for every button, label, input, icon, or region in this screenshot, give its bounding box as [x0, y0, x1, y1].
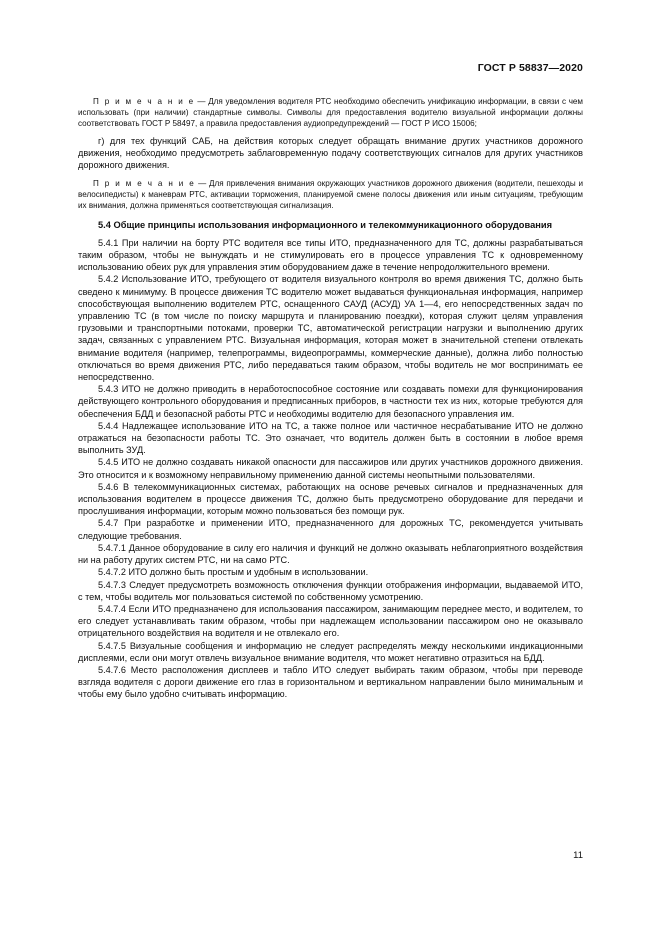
paragraph-5-4-7-6: 5.4.7.6 Место расположения дисплеев и табло ИТО следует выбирать таким образом, чтобы при переводе взгляда водителя с дороги движение его глаз в горизонтальном и вертикальном направлении было минимальным и чтобы ему было удобно считывать информацию. — [78, 664, 583, 700]
paragraph-5-4-1: 5.4.1 При наличии на борту РТС водителя все типы ИТО, предназначенного для ТС, должны разрабатываться таким образом, чтобы не вынуждать и не стимулировать его в процессе управления ТС к одновременному использованию обеих рук для управления этим оборудованием даже в течение непродолжительного времени. — [78, 237, 583, 273]
standard-code-header: ГОСТ Р 58837—2020 — [477, 62, 583, 74]
paragraph-5-4-7-2: 5.4.7.2 ИТО должно быть простым и удобным в использовании. — [98, 567, 369, 578]
section-heading: 5.4 Общие принципы использования информационного и телекоммуникационного оборудования — [98, 219, 553, 230]
note-text: — Для уведомления водителя РТС необходимо обеспечить унификацию информации, в связи с чем использовать (при наличии) стандартные символы. Символы для предоставления водителю визуальной информации должны соответствовать ГОСТ Р 58497, а правила предоставления аудиопредупреждений — ГОСТ Р ИСО 15006; — [78, 97, 583, 128]
note-2 — [78, 178, 583, 211]
paragraph-5-4-7: 5.4.7 При разработке и применении ИТО, предназначенного для дорожных ТС, рекомендуется учитывать следующие требования. — [78, 518, 583, 541]
page-number: 11 — [573, 850, 583, 861]
paragraph-5-4-7-4: 5.4.7.4 Если ИТО предназначено для использования пассажиром, занимающим переднее место, и водителем, то его следует устанавливать таким образом, чтобы при надлежащем использовании пассажиром оно не оказывало отрицательного воздействия на водителя и не отвлекало его. — [78, 603, 583, 639]
page-content — [78, 96, 583, 701]
paragraph-5-4-7-3: 5.4.7.3 Следует предусмотреть возможность отключения функции отображения информации, выдаваемой ИТО, с тем, чтобы водитель мог пользоваться системой по собственному усмотрению. — [78, 579, 583, 602]
paragraph-5-4-7-1: 5.4.7.1 Данное оборудование в силу его наличия и функций не должно оказывать неблагоприятного воздействия ни на работу других систем РТС, ни на само РТС. — [78, 542, 583, 566]
paragraph-5-4-6: 5.4.6 В телекоммуникационных системах, работающих на основе речевых сигналов и предназначенных для использования водителем в процессе движения ТС, должно быть предусмотрено оборудование для передачи и прослушивания информации, которым можно пользоваться без помощи рук. — [78, 481, 583, 517]
paragraph-5-4-5: 5.4.5 ИТО не должно создавать никакой опасности для пассажиров или других участников дорожного движения. Это относится и к возможному неправильному применению данной системы неопытными пользователями. — [78, 457, 583, 480]
paragraph-g: г) для тех функций САБ, на действия которых следует обращать внимание других участников дорожного движения, необходимо предусмотреть заблаговременную подачу соответствующих сигналов для других участников дорожного движения. — [78, 136, 583, 171]
paragraph-5-4-4: 5.4.4 Надлежащее использование ИТО на ТС, а также полное или частичное несрабатывание ИТО не должно отражаться на безопасности работы ТС. Это означает, что водитель должен быть в состоянии в любое время выполнить ЗУД. — [78, 420, 583, 456]
note-1 — [78, 96, 583, 129]
note-label: П р и м е ч а н и е — [93, 97, 195, 106]
paragraph-5-4-3: 5.4.3 ИТО не должно приводить в неработоспособное состояние или создавать помехи для функционирования действующего контрольного оборудования и предписанных приборов, в частности тех из них, которые требуются для обеспечения БДД и безопасной работы РТС и необходимы водителю для безопасного управления им. — [78, 384, 583, 419]
paragraph-5-4-2: 5.4.2 Использование ИТО, требующего от водителя визуального контроля во время движения ТС, должно быть сведено к минимуму. В процессе движения ТС водителю может выдаваться функциональная информация, например способствующая выполнению водителем РТС, оснащенного САУД (АСУД) УА 1—4, его непосредственных задач по управлению ТС (в том числе по поиску маршрута и планированию поездки), которая служит целям управления грузовыми и транспортными потоками, проверки ТС, автоматической регистрации нагрузки и выполнению других задач, связанных с управлением РТС. Визуальная информация, которая может в значительной степени отвлекать внимание водителя (например, телепрограммы, видеопрограммы, коммерческие данные), должна либо полностью отключаться во время движения РТС, либо передаваться таким образом, чтобы водитель не мог воспринимать ее непосредственно. — [78, 274, 583, 383]
note-text: — Для привлечения внимания окружающих участников дорожного движения (водители, пешеходы и велосипедисты) к маневрам РТС, активации торможения, планируемой смене полосы движения или иным ситуациям, требующим их внимания, должна применяться соответствующая сигнализация. — [78, 178, 583, 210]
paragraph-5-4-7-5: 5.4.7.5 Визуальные сообщения и информацию не следует распределять между несколькими индикационными дисплеями, если они могут отвлечь визуальное внимание водителя, что может негативно отразиться на БДД. — [78, 640, 583, 663]
note-label: П р и м е ч а н и е — [93, 178, 196, 188]
